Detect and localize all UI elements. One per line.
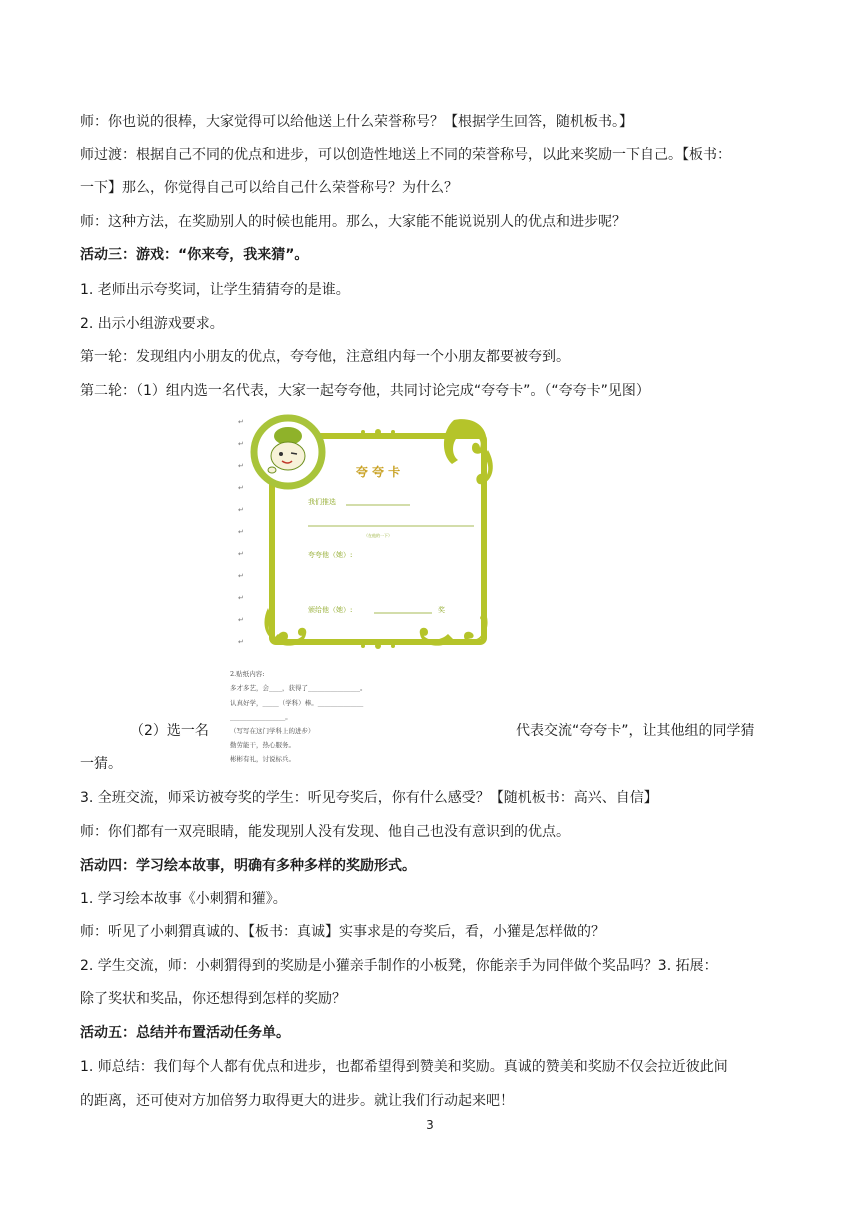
paragraph-line: 师：这种方法，在奖励别人的时候也能用。那么，大家能不能说说别人的优点和进步呢？	[80, 214, 626, 230]
section-heading-activity-5: 活动五：总结并布置活动任务单。	[80, 1025, 290, 1041]
paragraph-line: 1. 师总结：我们每个人都有优点和进步，也都希望得到赞美和奖励。真诚的赞美和奖励不仅会拉近彼此间	[80, 1059, 728, 1075]
card-award-suffix: 奖	[438, 606, 445, 614]
paragraph-line: 2. 出示小组游戏要求。	[80, 316, 224, 332]
paragraph-line: 师：听见了小刺猬真诚的、【板书：真诚】实事求是的夸奖后，看，小獾是怎样做的？	[80, 924, 605, 940]
fill-line: （写写在这门学科上的进步）	[230, 727, 315, 735]
paragraph-line: 第二轮：（1）组内选一名代表，大家一起夸夸他，共同讨论完成“夸夸卡”。（“夸夸卡”见图）	[80, 383, 650, 399]
paragraph-line: 除了奖状和奖品，你还想得到怎样的奖励？	[80, 991, 346, 1007]
card-recommend-label: 我们推选	[308, 498, 336, 506]
fill-line: 认真好学，_____（学科）棒。______________	[230, 699, 364, 707]
card-title: 夸 夸 卡	[355, 465, 401, 479]
svg-text:↵: ↵	[238, 616, 244, 624]
paragraph-line: 2. 学生交流，师：小刺猬得到的奖励是小獾亲手制作的小板凳，你能亲手为同伴做个奖品吗？3. 拓展：	[80, 958, 718, 974]
card-award-label: 颁给他（她）:	[308, 606, 353, 614]
svg-text:↵: ↵	[238, 572, 244, 580]
paragraph-line: 第一轮：发现组内小朋友的优点，夸夸他，注意组内每一个小朋友都要被夸到。	[80, 349, 570, 365]
svg-text:↵: ↵	[238, 638, 244, 646]
paragraph-line: 师：你也说的很棒，大家觉得可以给他送上什么荣誉称号？【根据学生回答，随机板书。】	[80, 114, 633, 130]
fill-line: 勤劳能干，热心服务。	[230, 741, 295, 749]
svg-text:↵: ↵	[238, 506, 244, 514]
mascot-icon	[254, 418, 322, 486]
paragraph-marks	[238, 418, 244, 646]
svg-text:↵: ↵	[238, 484, 244, 492]
page-number: 3	[426, 1118, 434, 1132]
svg-text:↵: ↵	[238, 594, 244, 602]
card-note: （在他的一下）	[364, 533, 392, 538]
section-heading-activity-3: 活动三：游戏：“你来夸，我来猜”。	[80, 247, 309, 263]
paragraph-line: 师：你们都有一双亮眼睛，能发现别人没有发现、他自己也没有意识到的优点。	[80, 824, 570, 840]
sticker-fill-text	[230, 669, 367, 763]
paragraph-line: 的距离，还可使对方加倍努力取得更大的进步。就让我们行动起来吧！	[80, 1093, 514, 1109]
paragraph-line: 1. 老师出示夸奖词，让学生猜猜夸的是谁。	[80, 282, 350, 298]
paragraph-line-left: （2）选一名	[130, 723, 209, 739]
paragraph-line: 师过渡：根据自己不同的优点和进步，可以创造性地送上不同的荣誉称号，以此来奖励一下自己。【板书：	[80, 147, 731, 163]
paragraph-line: 1. 学习绘本故事《小刺猬和獾》。	[80, 891, 287, 907]
paragraph-line: 一下】那么，你觉得自己可以给自己什么荣誉称号？为什么？	[80, 180, 458, 196]
fill-line: _________________。	[230, 713, 292, 721]
card-praise-label: 夸夸他（她）:	[308, 551, 353, 559]
praise-card-figure	[228, 414, 504, 770]
fill-line: 彬彬有礼，讨说标兵。	[230, 755, 295, 763]
section-heading-activity-4: 活动四：学习绘本故事，明确有多种多样的奖励形式。	[80, 858, 416, 874]
svg-text:↵: ↵	[238, 418, 244, 426]
svg-text:↵: ↵	[238, 550, 244, 558]
paragraph-line: 3. 全班交流，师采访被夸奖的学生：听见夸奖后，你有什么感受？【随机板书：高兴、自信】	[80, 790, 658, 806]
svg-text:↵: ↵	[238, 462, 244, 470]
svg-text:↵: ↵	[238, 528, 244, 536]
fill-title: 2.贴纸内容:	[230, 670, 265, 678]
fill-line: 多才多艺，会____，获得了________________。	[230, 684, 367, 692]
svg-text:↵: ↵	[238, 440, 244, 448]
paragraph-line-right: 代表交流“夸夸卡”，让其他组的同学猜	[516, 723, 755, 739]
paragraph-line: 一猜。	[80, 756, 122, 772]
